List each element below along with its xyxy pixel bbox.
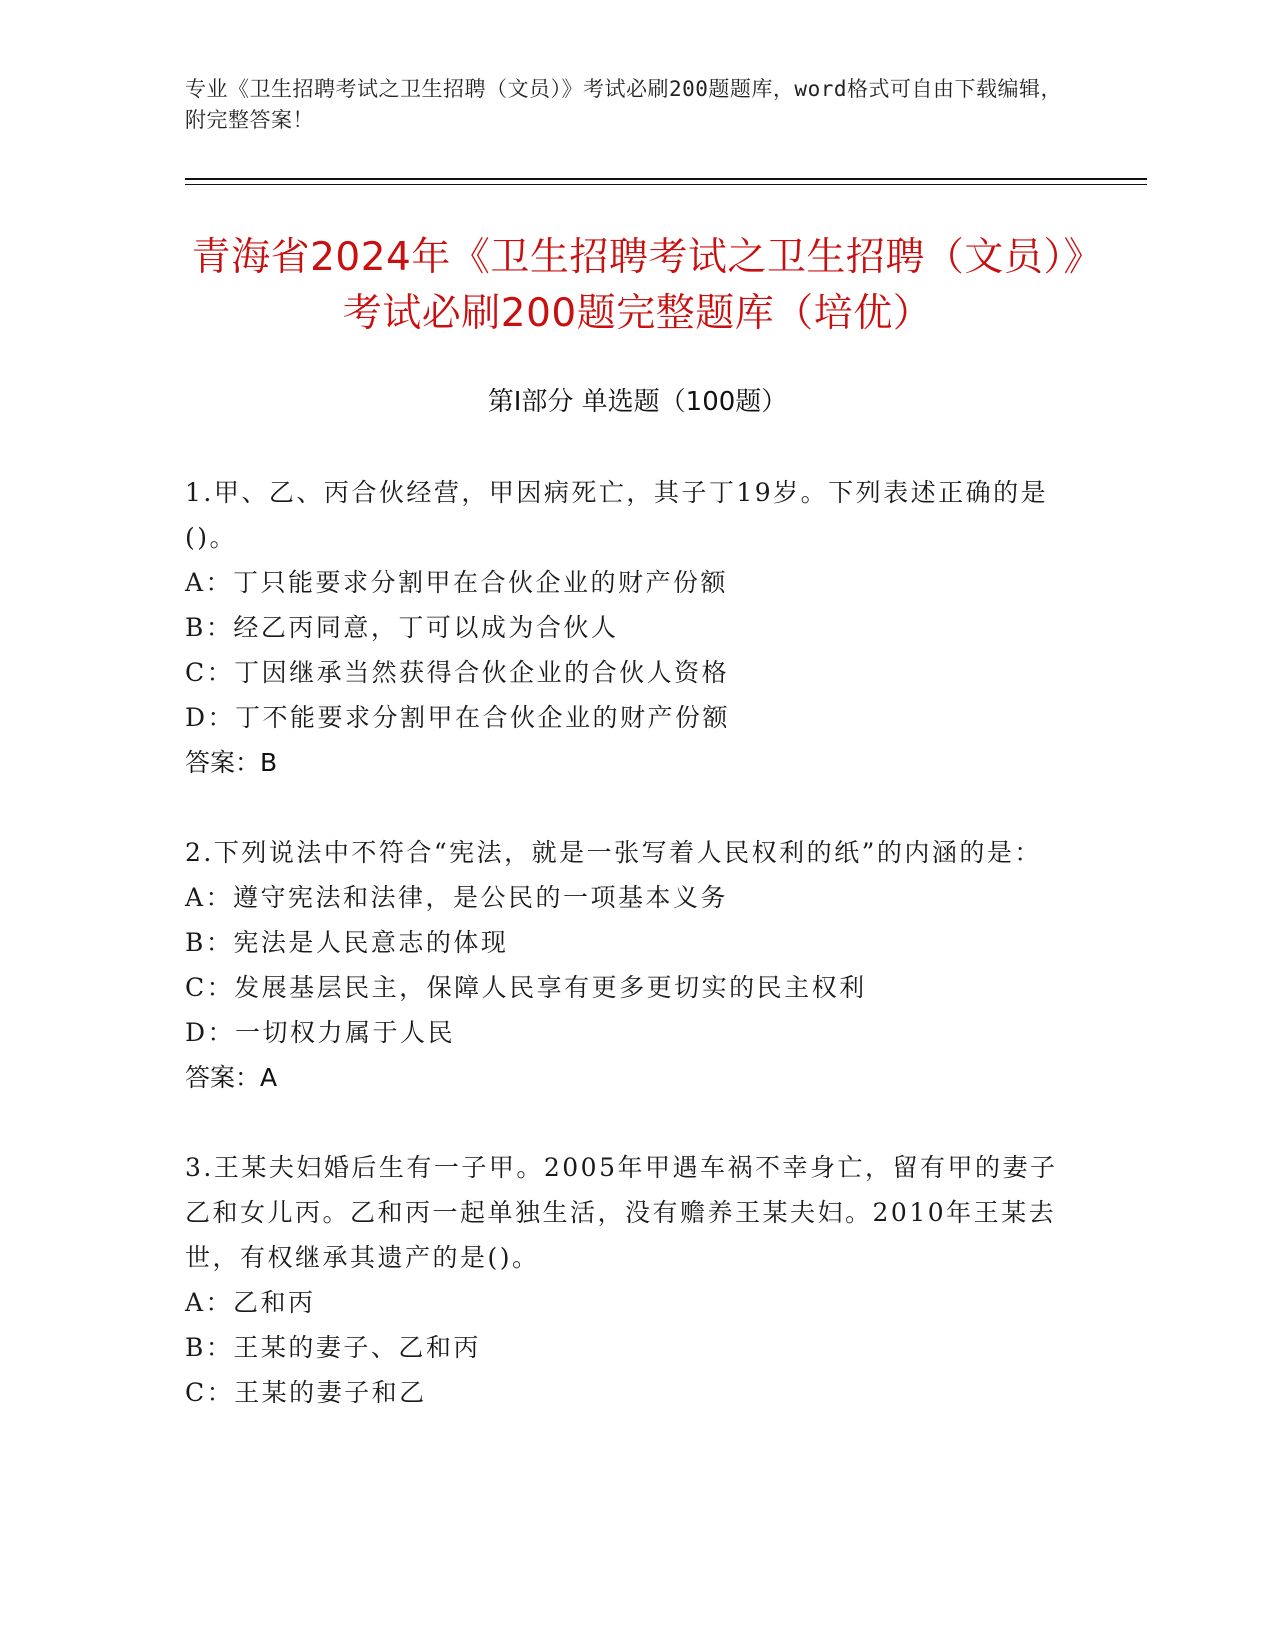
question-2 <box>185 830 1065 1100</box>
option-d: D：丁不能要求分割甲在合伙企业的财产份额 <box>185 703 731 732</box>
header-divider-thin <box>185 184 1147 185</box>
option-a: A：丁只能要求分割甲在合伙企业的财产份额 <box>185 568 729 597</box>
header-divider-thick <box>185 178 1147 180</box>
option-a: A：乙和丙 <box>185 1288 316 1317</box>
header-note: 专业《卫生招聘考试之卫生招聘（文员）》考试必刷200题题库，word格式可自由下载编辑，附完整答案！ <box>185 77 1062 132</box>
question-stem: 1.甲、乙、丙合伙经营，甲因病死亡，其子丁19岁。下列表述正确的是()。 <box>185 478 1049 552</box>
question-stem: 2.下列说法中不符合“宪法，就是一张写着人民权利的纸”的内涵的是： <box>185 838 1042 867</box>
option-a: A：遵守宪法和法律，是公民的一项基本义务 <box>185 883 729 912</box>
option-c: C：丁因继承当然获得合伙企业的合伙人资格 <box>185 658 730 687</box>
answer: 答案：A <box>185 1063 278 1092</box>
question-stem: 3.王某夫妇婚后生有一子甲。2005年甲遇车祸不幸身亡，留有甲的妻子乙和女儿丙。乙和丙一起单独生活，没有赡养王某夫妇。2010年王某去世，有权继承其遗产的是()。 <box>185 1153 1058 1272</box>
option-d: D：一切权力属于人民 <box>185 1018 456 1047</box>
question-3 <box>185 1145 1065 1415</box>
question-1 <box>185 470 1065 785</box>
section-title: 第I部分 单选题（100题） <box>487 387 788 417</box>
answer: 答案：B <box>185 748 278 777</box>
option-b: B：经乙丙同意，丁可以成为合伙人 <box>185 613 619 642</box>
option-b: B：王某的妻子、乙和丙 <box>185 1333 481 1362</box>
option-b: B：宪法是人民意志的体现 <box>185 928 509 957</box>
document-title: 青海省2024年《卫生招聘考试之卫生招聘（文员）》考试必刷200题完整题库（培优） <box>191 235 1084 336</box>
option-c: C：王某的妻子和乙 <box>185 1378 427 1407</box>
question-list <box>185 470 1065 1460</box>
option-c: C：发展基层民主，保障人民享有更多更切实的民主权利 <box>185 973 867 1002</box>
